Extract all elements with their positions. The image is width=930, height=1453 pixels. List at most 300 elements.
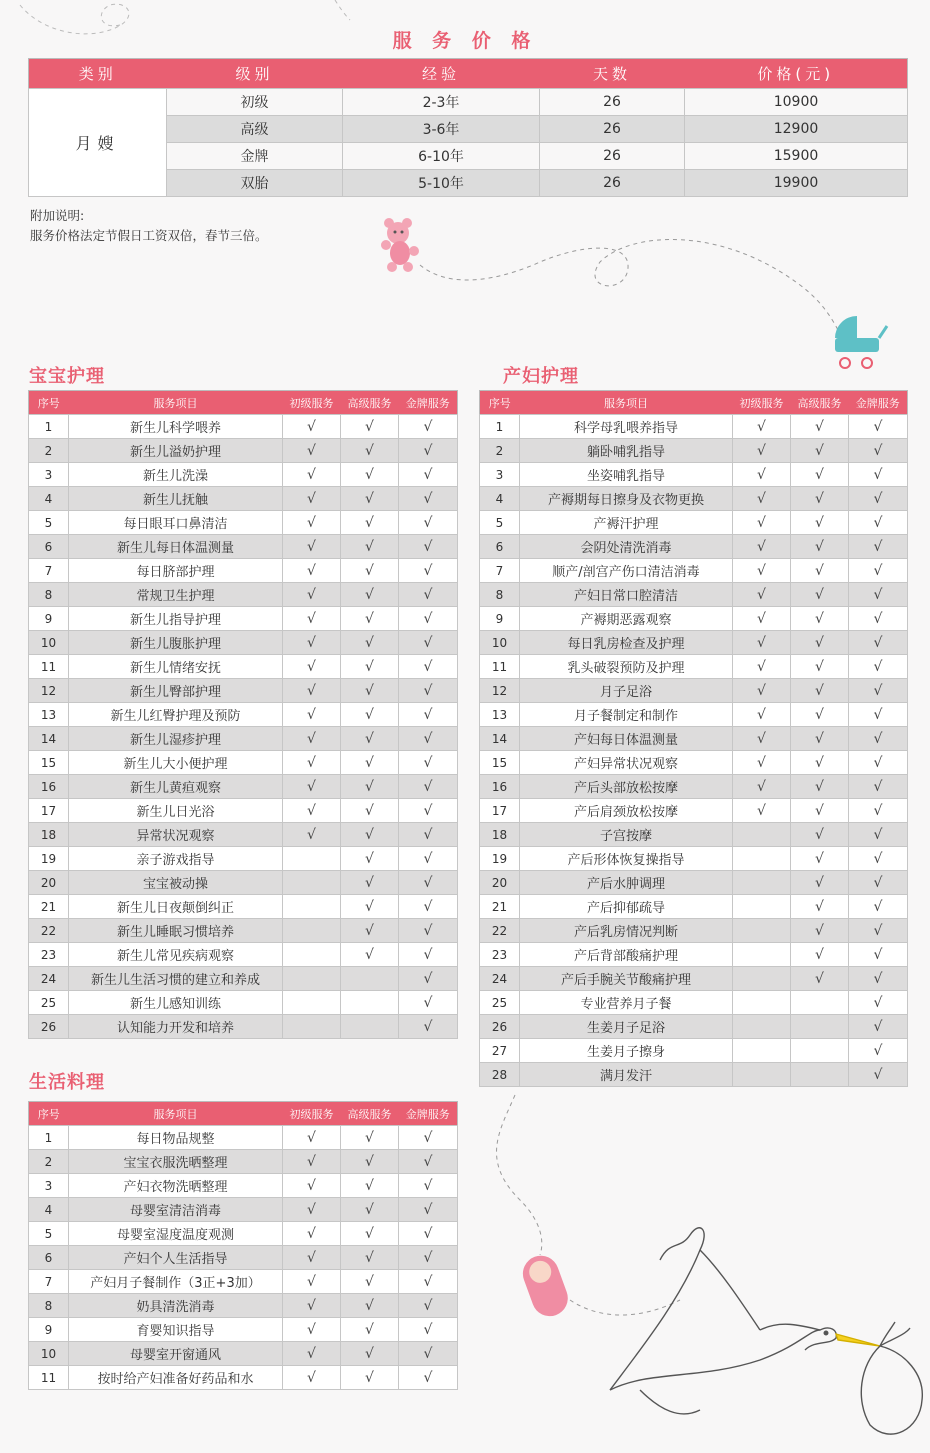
senior-check-cell: [791, 919, 849, 943]
service-item: 月子足浴: [520, 679, 733, 703]
row-number: 10: [29, 1342, 69, 1366]
basic-check-cell: [283, 1015, 341, 1039]
check-icon: √: [757, 802, 766, 819]
check-icon: √: [873, 874, 883, 891]
service-row: [29, 439, 458, 463]
check-icon: √: [873, 610, 883, 627]
gold-check-cell: [849, 511, 908, 535]
row-number: 19: [480, 847, 520, 871]
basic-check-cell: [733, 727, 791, 751]
check-icon: √: [815, 874, 824, 891]
basic-check-cell: [733, 1063, 791, 1087]
check-icon: √: [815, 442, 824, 459]
teddy-bear-icon: [381, 218, 419, 272]
price-experience-cell: 2-3年: [343, 89, 540, 116]
senior-check-cell: [341, 967, 399, 991]
service-item: 奶具清洗消毒: [69, 1294, 283, 1318]
price-table: [28, 58, 908, 197]
check-icon: √: [307, 562, 316, 579]
check-icon: √: [365, 730, 374, 747]
check-icon: √: [365, 418, 374, 435]
senior-check-cell: [341, 703, 399, 727]
service-row: [29, 1126, 458, 1150]
row-number: 20: [29, 871, 69, 895]
basic-check-cell: [283, 1198, 341, 1222]
service-row: [480, 583, 908, 607]
basic-check-cell: [283, 1222, 341, 1246]
check-icon: √: [365, 562, 374, 579]
senior-check-cell: [791, 703, 849, 727]
service-row: [480, 487, 908, 511]
check-icon: √: [873, 490, 883, 507]
service-row: [29, 1174, 458, 1198]
gold-check-cell: [849, 799, 908, 823]
basic-check-cell: [283, 895, 341, 919]
header-senior-service: 高级服务: [341, 1102, 399, 1126]
basic-check-cell: [283, 799, 341, 823]
row-number: 1: [29, 1126, 69, 1150]
service-item: 乳头破裂预防及护理: [520, 655, 733, 679]
check-icon: √: [423, 970, 433, 987]
service-item: 坐姿哺乳指导: [520, 463, 733, 487]
row-number: 16: [480, 775, 520, 799]
check-icon: √: [815, 514, 824, 531]
service-row: [29, 1015, 458, 1039]
service-row: [29, 751, 458, 775]
senior-check-cell: [791, 511, 849, 535]
check-icon: √: [423, 1297, 433, 1314]
service-row: [480, 679, 908, 703]
gold-check-cell: [399, 847, 458, 871]
basic-check-cell: [733, 463, 791, 487]
gold-check-cell: [399, 631, 458, 655]
check-icon: √: [307, 466, 316, 483]
baby-care-title: 宝宝护理: [29, 366, 105, 387]
senior-check-cell: [341, 943, 399, 967]
gold-check-cell: [849, 535, 908, 559]
basic-check-cell: [733, 847, 791, 871]
senior-check-cell: [341, 487, 399, 511]
service-row: [480, 895, 908, 919]
service-item: 生姜月子擦身: [520, 1039, 733, 1063]
gold-check-cell: [849, 655, 908, 679]
gold-check-cell: [849, 631, 908, 655]
price-level-cell: 初级: [167, 89, 343, 116]
row-number: 24: [480, 967, 520, 991]
senior-check-cell: [341, 1366, 399, 1390]
basic-check-cell: [733, 991, 791, 1015]
check-icon: √: [423, 658, 433, 675]
check-icon: √: [307, 418, 316, 435]
swaddled-baby-icon: [518, 1251, 573, 1322]
basic-check-cell: [733, 799, 791, 823]
senior-check-cell: [791, 487, 849, 511]
row-number: 9: [29, 1318, 69, 1342]
mother-care-table: [479, 390, 908, 1087]
gold-check-cell: [399, 583, 458, 607]
check-icon: √: [423, 778, 433, 795]
header-gold-service: 金牌服务: [849, 391, 908, 415]
service-item: 新生儿湿疹护理: [69, 727, 283, 751]
row-number: 23: [480, 943, 520, 967]
check-icon: √: [307, 1129, 316, 1146]
senior-check-cell: [791, 559, 849, 583]
price-level-cell: 双胎: [167, 170, 343, 197]
row-number: 8: [480, 583, 520, 607]
basic-check-cell: [733, 655, 791, 679]
service-item: 产后头部放松按摩: [520, 775, 733, 799]
check-icon: √: [307, 490, 316, 507]
service-row: [29, 871, 458, 895]
row-number: 20: [480, 871, 520, 895]
check-icon: √: [757, 442, 766, 459]
header-basic-service: 初级服务: [283, 1102, 341, 1126]
basic-check-cell: [733, 871, 791, 895]
basic-check-cell: [733, 487, 791, 511]
gold-check-cell: [849, 775, 908, 799]
header-number: 序号: [480, 391, 520, 415]
basic-check-cell: [733, 703, 791, 727]
gold-check-cell: [849, 727, 908, 751]
basic-check-cell: [283, 559, 341, 583]
service-row: [29, 487, 458, 511]
service-row: [29, 1222, 458, 1246]
row-number: 11: [480, 655, 520, 679]
gold-check-cell: [849, 1039, 908, 1063]
check-icon: √: [873, 754, 883, 771]
check-icon: √: [757, 778, 766, 795]
check-icon: √: [365, 586, 374, 603]
row-number: 15: [29, 751, 69, 775]
service-item: 月子餐制定和制作: [520, 703, 733, 727]
gold-check-cell: [399, 703, 458, 727]
check-icon: √: [757, 658, 766, 675]
row-number: 1: [29, 415, 69, 439]
life-care-title: 生活料理: [29, 1072, 105, 1093]
row-number: 28: [480, 1063, 520, 1087]
check-icon: √: [757, 682, 766, 699]
check-icon: √: [365, 922, 374, 939]
check-icon: √: [423, 1018, 433, 1035]
check-icon: √: [815, 658, 824, 675]
check-icon: √: [365, 826, 374, 843]
basic-check-cell: [283, 847, 341, 871]
price-header-level: 级别: [167, 59, 343, 89]
price-row: [29, 89, 908, 116]
service-item: 产妇每日体温测量: [520, 727, 733, 751]
check-icon: √: [757, 586, 766, 603]
senior-check-cell: [791, 631, 849, 655]
senior-check-cell: [791, 895, 849, 919]
check-icon: √: [815, 538, 824, 555]
check-icon: √: [365, 898, 374, 915]
senior-check-cell: [341, 991, 399, 1015]
senior-check-cell: [341, 415, 399, 439]
gold-check-cell: [399, 1318, 458, 1342]
dashed-trail-decoration: [420, 239, 838, 330]
gold-check-cell: [849, 1063, 908, 1087]
service-row: [29, 607, 458, 631]
check-icon: √: [307, 1225, 316, 1242]
check-icon: √: [307, 610, 316, 627]
gold-check-cell: [849, 943, 908, 967]
service-item: 新生儿红臀护理及预防: [69, 703, 283, 727]
check-icon: √: [307, 1297, 316, 1314]
row-number: 3: [29, 1174, 69, 1198]
service-row: [480, 1039, 908, 1063]
service-row: [29, 1366, 458, 1390]
check-icon: √: [757, 610, 766, 627]
senior-check-cell: [791, 751, 849, 775]
life-care-table: [28, 1101, 458, 1390]
check-icon: √: [423, 682, 433, 699]
check-icon: √: [365, 754, 374, 771]
service-table-header: [480, 391, 908, 415]
row-number: 6: [29, 1246, 69, 1270]
senior-check-cell: [341, 631, 399, 655]
senior-check-cell: [341, 1294, 399, 1318]
check-icon: √: [423, 1153, 433, 1170]
price-level-cell: 高级: [167, 116, 343, 143]
gold-check-cell: [849, 559, 908, 583]
price-header-experience: 经验: [343, 59, 540, 89]
check-icon: √: [757, 514, 766, 531]
basic-check-cell: [283, 775, 341, 799]
price-days-cell: 26: [540, 170, 685, 197]
service-item: 按时给产妇准备好药品和水: [69, 1366, 283, 1390]
basic-check-cell: [733, 559, 791, 583]
gold-check-cell: [399, 1174, 458, 1198]
check-icon: √: [757, 634, 766, 651]
check-icon: √: [873, 730, 883, 747]
senior-check-cell: [341, 1150, 399, 1174]
price-days-cell: 26: [540, 116, 685, 143]
check-icon: √: [873, 898, 883, 915]
senior-check-cell: [341, 511, 399, 535]
senior-check-cell: [791, 823, 849, 847]
check-icon: √: [423, 634, 433, 651]
check-icon: √: [307, 1345, 316, 1362]
check-icon: √: [365, 874, 374, 891]
check-icon: √: [423, 754, 433, 771]
check-icon: √: [307, 754, 316, 771]
service-row: [480, 559, 908, 583]
service-item: 产褥汗护理: [520, 511, 733, 535]
service-item: 每日乳房检查及护理: [520, 631, 733, 655]
gold-check-cell: [849, 415, 908, 439]
gold-check-cell: [399, 919, 458, 943]
gold-check-cell: [399, 655, 458, 679]
row-number: 22: [29, 919, 69, 943]
service-table-header: [29, 391, 458, 415]
basic-check-cell: [283, 655, 341, 679]
price-header-price: 价格(元): [685, 59, 908, 89]
service-row: [29, 847, 458, 871]
service-item: 母婴室清洁消毒: [69, 1198, 283, 1222]
service-row: [480, 655, 908, 679]
check-icon: √: [873, 1042, 883, 1059]
price-value-cell: 12900: [685, 116, 908, 143]
basic-check-cell: [283, 511, 341, 535]
basic-check-cell: [733, 583, 791, 607]
check-icon: √: [365, 1153, 374, 1170]
gold-check-cell: [399, 871, 458, 895]
dashed-trail-bottom-decoration: [497, 1095, 542, 1255]
senior-check-cell: [341, 1222, 399, 1246]
senior-check-cell: [791, 1015, 849, 1039]
row-number: 8: [29, 583, 69, 607]
service-item: 新生儿感知训练: [69, 991, 283, 1015]
service-row: [29, 1150, 458, 1174]
check-icon: √: [423, 1177, 433, 1194]
row-number: 16: [29, 775, 69, 799]
senior-check-cell: [791, 535, 849, 559]
row-number: 2: [29, 439, 69, 463]
check-icon: √: [307, 826, 316, 843]
row-number: 6: [29, 535, 69, 559]
check-icon: √: [307, 1153, 316, 1170]
gold-check-cell: [849, 991, 908, 1015]
service-item: 产后乳房情况判断: [520, 919, 733, 943]
senior-check-cell: [341, 823, 399, 847]
basic-check-cell: [283, 415, 341, 439]
service-item: 产后抑郁疏导: [520, 895, 733, 919]
check-icon: √: [815, 802, 824, 819]
basic-check-cell: [733, 511, 791, 535]
check-icon: √: [873, 466, 883, 483]
price-header-category: 类别: [29, 59, 167, 89]
senior-check-cell: [341, 1198, 399, 1222]
service-row: [29, 1342, 458, 1366]
check-icon: √: [815, 418, 824, 435]
check-icon: √: [307, 682, 316, 699]
service-row: [480, 919, 908, 943]
gold-check-cell: [399, 679, 458, 703]
basic-check-cell: [283, 1294, 341, 1318]
check-icon: √: [365, 1321, 374, 1338]
check-icon: √: [815, 922, 824, 939]
service-item: 新生儿日光浴: [69, 799, 283, 823]
check-icon: √: [815, 778, 824, 795]
senior-check-cell: [791, 943, 849, 967]
row-number: 17: [29, 799, 69, 823]
service-row: [29, 991, 458, 1015]
row-number: 3: [29, 463, 69, 487]
stork-icon: [610, 1228, 922, 1434]
check-icon: √: [873, 850, 883, 867]
header-number: 序号: [29, 391, 69, 415]
service-row: [29, 967, 458, 991]
basic-check-cell: [283, 439, 341, 463]
gold-check-cell: [399, 1294, 458, 1318]
gold-check-cell: [849, 607, 908, 631]
check-icon: √: [307, 778, 316, 795]
check-icon: √: [365, 778, 374, 795]
check-icon: √: [365, 706, 374, 723]
service-row: [29, 583, 458, 607]
basic-check-cell: [283, 679, 341, 703]
check-icon: √: [365, 1345, 374, 1362]
check-icon: √: [873, 1066, 883, 1083]
header-senior-service: 高级服务: [341, 391, 399, 415]
senior-check-cell: [791, 415, 849, 439]
check-icon: √: [423, 1129, 433, 1146]
check-icon: √: [873, 1018, 883, 1035]
check-icon: √: [307, 730, 316, 747]
price-level-cell: 金牌: [167, 143, 343, 170]
basic-check-cell: [283, 1270, 341, 1294]
gold-check-cell: [849, 703, 908, 727]
service-row: [29, 895, 458, 919]
basic-check-cell: [283, 463, 341, 487]
gold-check-cell: [849, 895, 908, 919]
senior-check-cell: [791, 607, 849, 631]
senior-check-cell: [791, 1039, 849, 1063]
service-item: 科学母乳喂养指导: [520, 415, 733, 439]
senior-check-cell: [791, 871, 849, 895]
service-row: [29, 703, 458, 727]
gold-check-cell: [399, 775, 458, 799]
check-icon: √: [873, 442, 883, 459]
gold-check-cell: [399, 511, 458, 535]
check-icon: √: [365, 514, 374, 531]
row-number: 11: [29, 655, 69, 679]
gold-check-cell: [399, 1015, 458, 1039]
check-icon: √: [365, 610, 374, 627]
check-icon: √: [873, 586, 883, 603]
service-item: 产后背部酸痛护理: [520, 943, 733, 967]
basic-check-cell: [733, 607, 791, 631]
basic-check-cell: [733, 1039, 791, 1063]
senior-check-cell: [341, 895, 399, 919]
gold-check-cell: [849, 1015, 908, 1039]
check-icon: √: [365, 682, 374, 699]
service-item: 满月发汗: [520, 1063, 733, 1087]
basic-check-cell: [733, 439, 791, 463]
gold-check-cell: [399, 895, 458, 919]
check-icon: √: [423, 538, 433, 555]
row-number: 7: [29, 1270, 69, 1294]
senior-check-cell: [791, 463, 849, 487]
check-icon: √: [365, 946, 374, 963]
row-number: 25: [480, 991, 520, 1015]
row-number: 18: [480, 823, 520, 847]
row-number: 12: [29, 679, 69, 703]
senior-check-cell: [791, 775, 849, 799]
service-row: [29, 415, 458, 439]
check-icon: √: [423, 1345, 433, 1362]
row-number: 21: [29, 895, 69, 919]
check-icon: √: [423, 1321, 433, 1338]
check-icon: √: [873, 970, 883, 987]
gold-check-cell: [399, 559, 458, 583]
check-icon: √: [365, 1225, 374, 1242]
check-icon: √: [873, 562, 883, 579]
service-item: 每日物品规整: [69, 1126, 283, 1150]
service-row: [480, 799, 908, 823]
check-icon: √: [873, 922, 883, 939]
service-item: 新生儿指导护理: [69, 607, 283, 631]
check-icon: √: [423, 610, 433, 627]
check-icon: √: [307, 658, 316, 675]
row-number: 13: [29, 703, 69, 727]
service-item: 顺产/剖宫产伤口清洁消毒: [520, 559, 733, 583]
service-item: 产妇个人生活指导: [69, 1246, 283, 1270]
row-number: 10: [480, 631, 520, 655]
gold-check-cell: [399, 1198, 458, 1222]
row-number: 18: [29, 823, 69, 847]
notes-text: 服务价格法定节假日工资双倍，春节三倍。: [30, 228, 268, 243]
